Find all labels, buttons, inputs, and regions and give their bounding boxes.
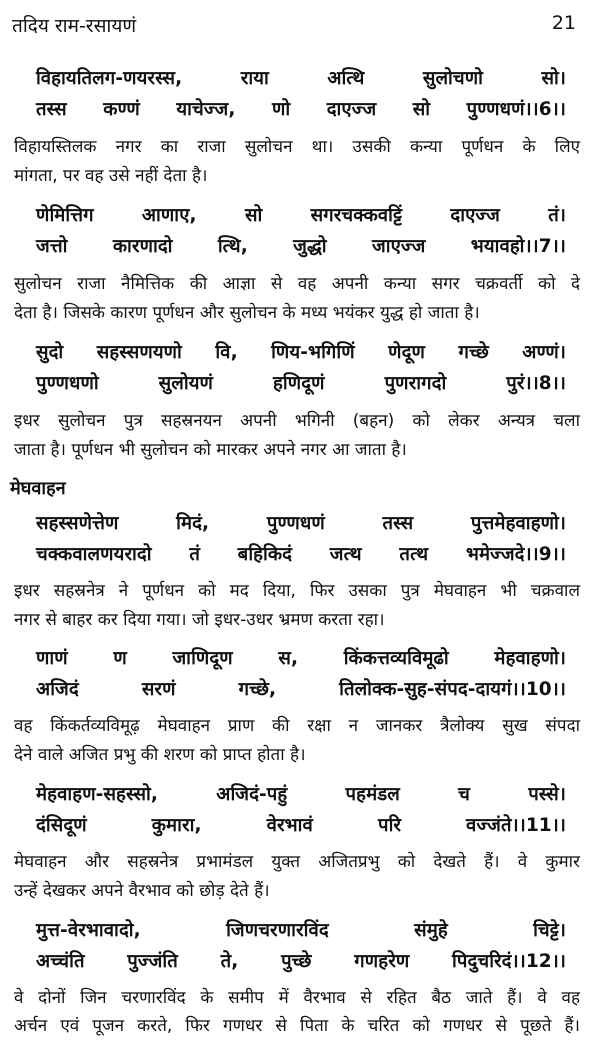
translation-line: वे दोनों जिन चरणारविंद के समीप में वैरभाव से रहित बैठ जाते हैं। वे वह xyxy=(14,988,580,1008)
translation-line: वह किंकर्तव्यविमूढ़ मेघवाहन प्राण की रक्षा न जानकर त्रैलोक्य सुख संपदा xyxy=(14,716,580,736)
page-header xyxy=(10,12,590,44)
translation-line: सुलोचन राजा नैमित्तिक की आज्ञा से वह अपनी कन्या सगर चक्रवर्ती को दे xyxy=(14,274,580,294)
translation-line: इधर सुलोचन पुत्र सहस्रनयन अपनी भगिनी (बहन) को लेकर अन्यत्र चला xyxy=(14,411,580,431)
verse-line: सहस्सणेत्तेण मिदं, पुण्णधणं तस्स पुत्तमेहवाहणो। xyxy=(36,513,566,534)
verse-line: तस्स कण्णं याचेज्ज, णो दाएज्ज सो पुण्णधणं।।6।। xyxy=(36,99,566,120)
verse-line: अच्चंति पुज्जंति ते, पुच्छे गणहरेण पिदुचरिदं।।12।। xyxy=(36,951,566,972)
section-heading: मेघवाहन xyxy=(10,478,66,499)
verse-line: दंसिदूणं कुमारा, वेरभावं परि वज्जंते।।11।। xyxy=(36,815,566,836)
page-number: 21 xyxy=(551,12,576,34)
translation-line: अर्चन एवं पूजन करते, फिर गणधर से पिता के चरित को गणधर से पूछते हैं। xyxy=(14,1016,580,1036)
verse-line: सुदो सहस्सणयणो वि, णिय-भगिणिं णेदूण गच्छे अण्णं। xyxy=(36,342,566,363)
verse-line: णेमित्तिग आणाए, सो सगरचक्कवट्टिं दाएज्ज तं। xyxy=(36,205,566,226)
translation-line: मेघवाहन और सहस्रनेत्र प्रभामंडल युक्त अजितप्रभु को देखते हैं। वे कुमार xyxy=(14,852,580,872)
running-title: तदिय राम-रसायणं xyxy=(12,15,137,37)
translation-line: देने वाले अजित प्रभु की शरण को प्राप्त होता है। xyxy=(14,745,306,765)
translation-line: देता है। जिसके कारण पूर्णधन और सुलोचन के मध्य भयंकर युद्ध हो जाता है। xyxy=(14,303,480,323)
verse-line: विहायतिलग-णयरस्स, राया अत्थि सुलोचणो सो। xyxy=(36,68,566,89)
translation-line: इधर सहस्रनेत्र ने पूर्णधन को मद दिया, फिर उसका पुत्र मेघवाहन भी चक्रवाल xyxy=(14,581,580,601)
translation-line: विहायस्तिलक नगर का राजा सुलोचन था। उसकी कन्या पूर्णधन के लिए xyxy=(14,137,580,157)
verse-line: अजिदं सरणं गच्छे, तिलोक्क-सुह-संपद-दायगं।।10।। xyxy=(36,679,566,700)
verse-line: मुत्त-वेरभावादो, जिणचरणारविंद संमुहे चिट्टे। xyxy=(36,920,566,941)
translation-line: मांगता, पर वह उसे नहीं देता है। xyxy=(14,166,208,186)
verse-line: मेहवाहण-सहस्सो, अजिदं-पहुं पहमंडल च पस्से। xyxy=(36,784,566,805)
translation-line: जाता है। पूर्णधन भी सुलोचन को मारकर अपने नगर आ जाता है। xyxy=(14,440,407,460)
verse-line: णाणं ण जाणिदूण स, किंकत्तव्यविमूढो मेहवाहणो। xyxy=(36,648,566,669)
verse-line: जत्तो कारणादो त्थि, जुद्धो जाएज्ज भयावहो।।7।। xyxy=(36,236,566,257)
translation-line: उन्हें देखकर अपने वैरभाव को छोड़ देते हैं। xyxy=(14,881,270,901)
verse-line: पुण्णधणो सुलोयणं हणिदूणं पुणरागदो पुरं।।8।। xyxy=(36,373,566,394)
verse-line: चक्कवालणयरादो तं बहिकिदं जत्थ तत्थ भमेज्जदे।।9।। xyxy=(36,544,566,565)
translation-line: नगर से बाहर कर दिया गया। जो इधर-उधर भ्रमण करता रहा। xyxy=(14,610,385,630)
